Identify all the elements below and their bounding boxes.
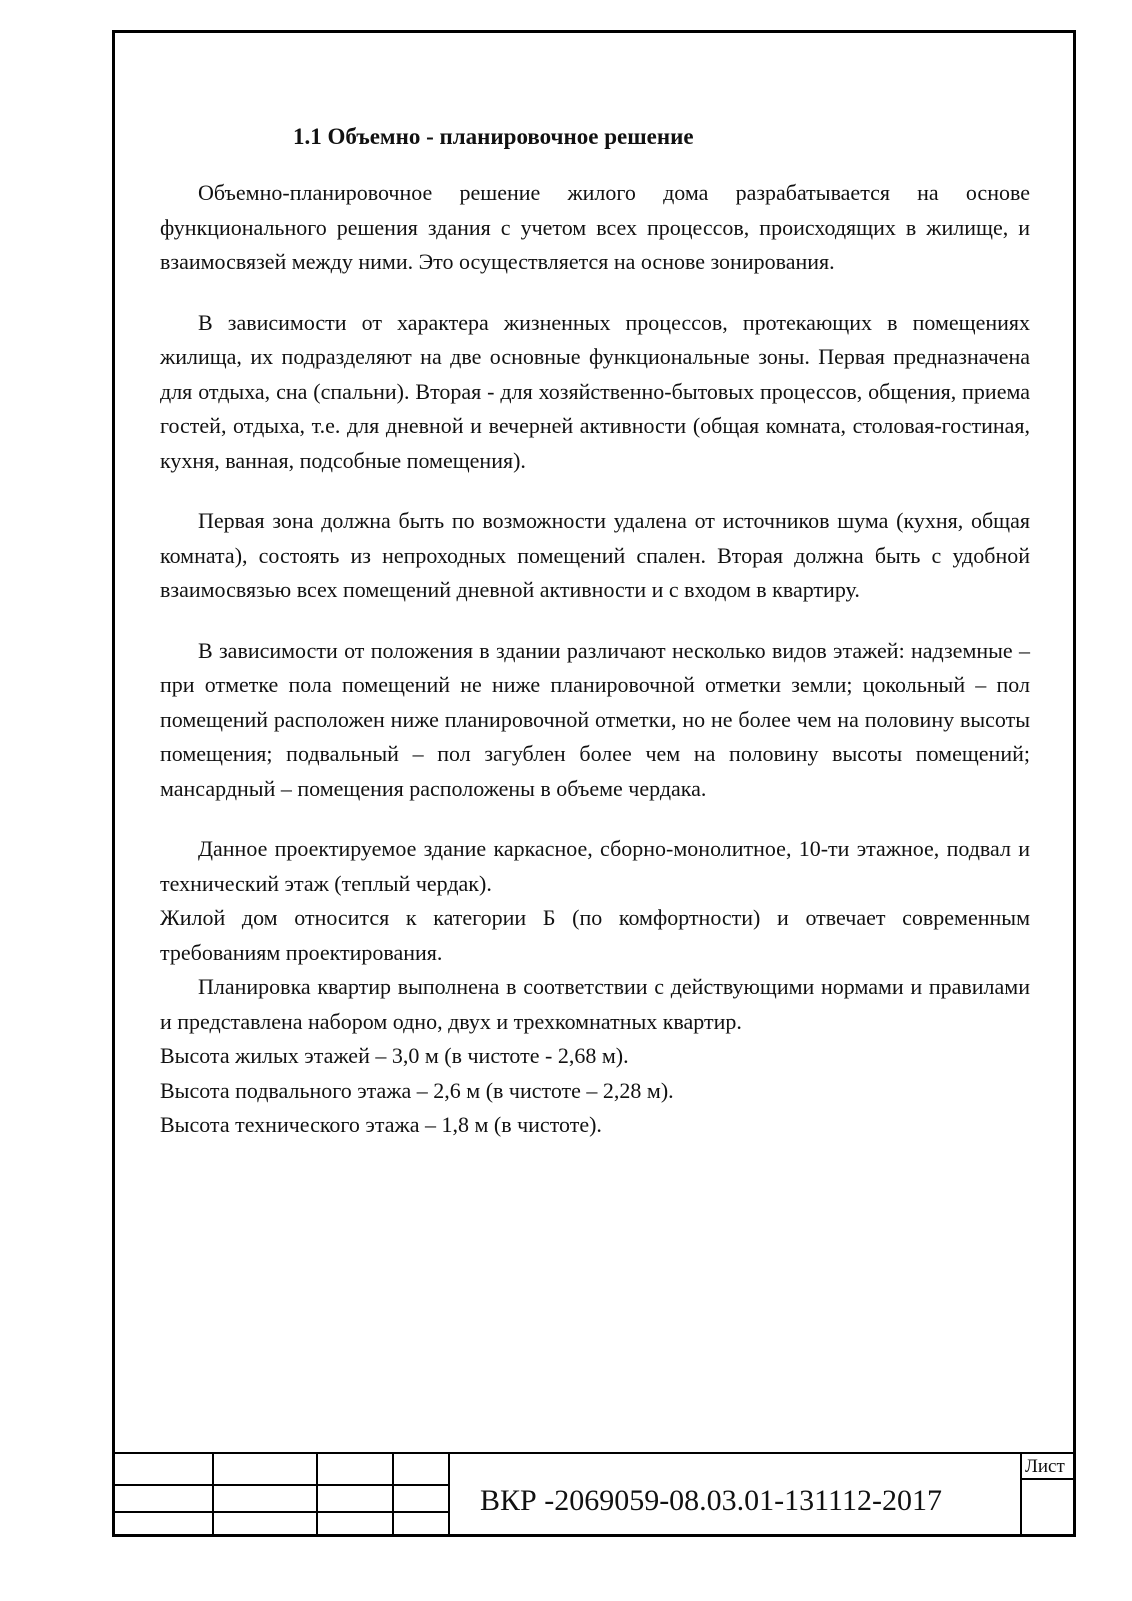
paragraph: Жилой дом относится к категории Б (по комфортности) и отвечает современным требованиям проектирования. (160, 905, 1030, 965)
stamp-line (212, 1452, 214, 1537)
paragraph: Планировка квартир выполнена в соответствии с действующими нормами и правилами и представлена набором одно, двух и трехкомнатных квартир. (160, 974, 1030, 1034)
paragraph: Высота подвального этажа – 2,6 м (в чистоте – 2,28 м). (160, 1077, 674, 1103)
paragraph: Высота жилых этажей – 3,0 м (в чистоте - 2,68 м). (160, 1043, 629, 1068)
stamp-line (392, 1452, 394, 1537)
document-body (160, 176, 1030, 1143)
stamp-line (112, 1484, 450, 1486)
stamp-line (112, 1511, 450, 1513)
paragraph: Первая зона должна быть по возможности удалена от источников шума (кухня, общая комната), состоять из непроходных помещений спален. Вторая должна быть с удобной взаимосвязью всех помещений дневной активности и с входом в квартиру. (160, 508, 1030, 602)
sheet-label: Лист (1025, 1456, 1065, 1477)
stamp-line (1020, 1478, 1076, 1480)
paragraph: Высота технического этажа – 1,8 м (в чистоте). (160, 1112, 602, 1137)
paragraph: В зависимости от положения в здании различают несколько видов этажей: надземные – при отметке пола помещений не ниже планировочной отметки земли; цокольный – пол помещений расположен ниже планировочной отметки, но не более чем на половину высоты помещения; подвальный – пол загублен более чем на половину высоты помещений; мансардный – помещения расположены в объеме чердака. (160, 637, 1030, 801)
section-heading: 1.1 Объемно - планировочное решение (293, 124, 694, 149)
document-code: ВКР -2069059-08.03.01-131112-2017 (480, 1484, 942, 1517)
stamp-line (112, 1452, 1076, 1454)
stamp-line (448, 1452, 450, 1537)
paragraph: В зависимости от характера жизненных процессов, протекающих в помещениях жилища, их подразделяют на две основные функциональные зоны. Первая предназначена для отдыха, сна (спальни). Вторая - для хозяйственно-бытовых процессов, общения, приема гостей, отдыха, т.е. для дневной и вечерней активности (общая комната, столовая-гостиная, кухня, ванная, подсобные помещения). (160, 309, 1030, 473)
paragraph: Данное проектируемое здание каркасное, сборно-монолитное, 10-ти этажное, подвал и технический этаж (теплый чердак). (160, 836, 1030, 896)
stamp-line (316, 1452, 318, 1537)
paragraph: Объемно-планировочное решение жилого дома разрабатывается на основе функционального решения здания с учетом всех процессов, происходящих в жилище, и взаимосвязей между ними. Это осуществляется на основе зонирования. (160, 180, 1030, 274)
stamp-line (1020, 1452, 1022, 1537)
